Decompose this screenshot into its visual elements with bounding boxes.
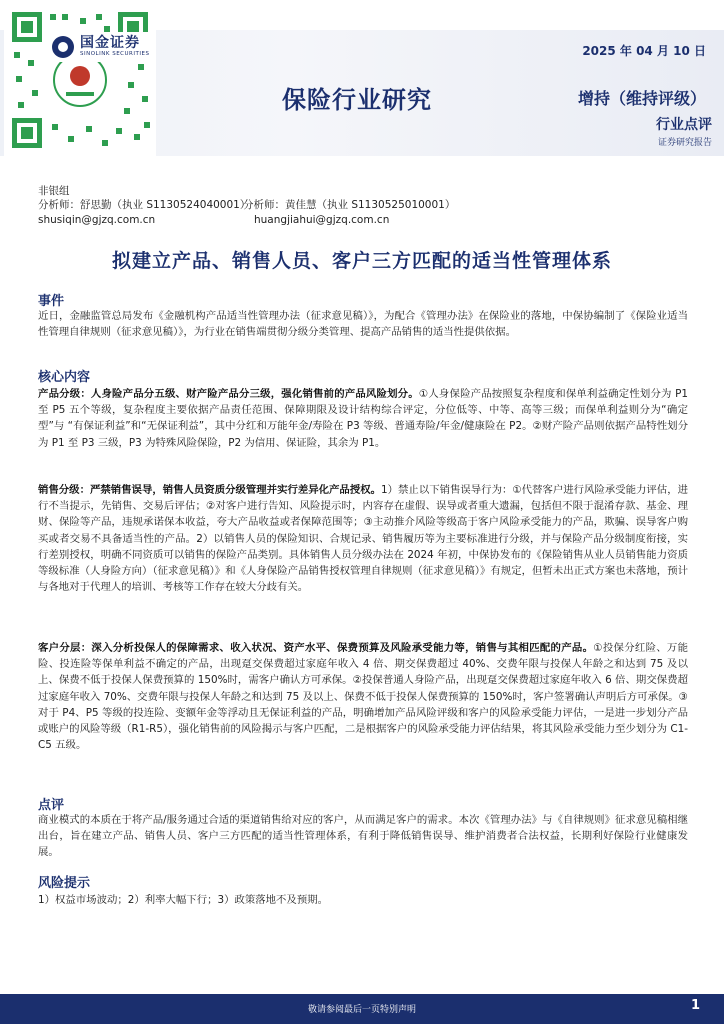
event-paragraph: 近日，金融监管总局发布《金融机构产品适当性管理办法（征求意见稿）》，为配合《管理办法》在保险业的落地，中保协编制了《保险业适当性管理自律规则（征求意见稿）》，为行业在销售端贯彻分级分类管理、提高产品销售的适当性提供依据。 [38, 310, 688, 339]
core-p3-heading: 客户分层：深入分析投保人的保障需求、收入状况、资产水平、保费预算及风险承受能力等，销售与其相匹配的产品。 [38, 642, 594, 654]
analyst-group: 非银组 [38, 185, 70, 197]
section-title-core: 核心内容 [38, 370, 91, 385]
core-p3-text: ①投保分红险、万能险、投连险等保单利益不确定的产品，出现趸交保费超过家庭年收入 4 倍、期交保费超过 40%、交费年限与投保人年龄之和达到 75 及以上、保费不低于投保人保费预算的 150%时，需客户确认方可承保。②投保普通人身险产品，出现趸交保费超过家庭年收入 6 倍、期交保费超过家庭年收入 70%、交费年限与投保人年龄之和达到 75 及以上、保费不低于投保人保费预算的 150%时，客户签署确认声明后方可承保。③对于 P4、P5 等级的投连险、变额年金等浮动且无保证利益的产品，明确增加产品风险评级和客户的风险承受能力评估，一是进一步划分产品或账户的风险等级（R1-R5），强化销售前的风险揭示与客户匹配，二是根据客户的风险承受能力评估结果，将其风险承受能力至少划分为 C1-C5 五级。 [38, 642, 688, 752]
brand-logo [48, 32, 153, 62]
core-paragraph-1 [38, 386, 688, 451]
analyst-2-email[interactable]: huangjiahui@gjzq.com.cn [254, 214, 390, 226]
footer-disclaimer[interactable]: 敬请参阅最后一页特别声明 [307, 1005, 416, 1015]
analyst-2: 分析师：黄佳慧（执业 S1130525010001） [243, 199, 456, 211]
section-title-risk: 风险提示 [38, 876, 91, 891]
report-type: 行业点评 [656, 117, 712, 133]
section-title-comment: 点评 [38, 798, 65, 813]
logo-mark-icon [52, 36, 74, 58]
analyst-emails [38, 214, 598, 226]
brand-name-cn: 国金证券 [80, 35, 140, 52]
qr-code-icon [4, 4, 156, 156]
main-title: 拟建立产品、销售人员、客户三方匹配的适当性管理体系 [111, 250, 612, 272]
report-title: 保险行业研究 [282, 86, 432, 114]
core-paragraph-2 [38, 482, 688, 595]
core-p1-heading: 产品分级：人身险产品分五级、财产险产品分三级，强化销售前的产品风险划分。 [38, 388, 419, 400]
report-header [0, 0, 724, 156]
core-p1-text: ①人身保险产品按照复杂程度和保单利益确定性划分为 P1 至 P5 五个等级，复杂程度主要依据产品责任范围、保障期限及设计结构综合评定，分位低等、中等、高等三级；而保单利益则分为“确定型”与 “有保证利益”和“无保证利益”，其中分红和万能年金/寿险在 P3 等级、普通寿险/年金/健康险在 P2。②财产险产品则依据产品特性划分为 P1 至 P3 三级，P3 为特殊风险保险，P2 为信用、保证险，其余为 P1。 [38, 388, 688, 449]
report-date: 2025 年 04 月 10 日 [582, 44, 706, 58]
analyst-1: 分析师：舒思勤（执业 S1130524040001） [38, 199, 251, 211]
section-title-event: 事件 [38, 294, 65, 309]
brand-name-en: SINOLINK SECURITIES [80, 51, 150, 58]
core-paragraph-3 [38, 640, 688, 753]
rating-badge: 增持（维持评级） [577, 89, 706, 108]
comment-paragraph: 商业模式的本质在于将产品/服务通过合适的渠道销售给对应的客户，从而满足客户的需求。本次《管理办法》与《自律规则》征求意见稿相继出台，旨在建立产品、销售人员、客户三方匹配的适当性管理体系，有利于降低销售误导、维护消费者合法权益，长期利好保险行业健康发展。 [38, 814, 688, 859]
core-p2-heading: 销售分级：严禁销售误导，销售人员资质分级管理并实行差异化产品授权。 [38, 484, 382, 496]
report-kind: 证券研究报告 [657, 138, 712, 148]
page-number: 1 [690, 998, 700, 1013]
analyst-1-email[interactable]: shusiqin@gjzq.com.cn [38, 214, 156, 226]
core-p2-text: 1）禁止以下销售误导行为：①代替客户进行风险承受能力评估，进行不当提示，先销售、交易后评估；②对客户进行告知、风险提示时，内容存在虚假、误导或者重大遗漏，包括但不限于混淆存款、基金、理财、保险等产品，违规承诺保本收益，夸大产品收益或者保障范围等；③主动推介风险等级高于客户风险承受能力的产品，欺骗、误导客户购买或者交易不具备适当性的产品。2）以销售人员的保险知识、合规记录、销售履历等为主要标准进行分级，并与保险产品分级制度衔接，实行差别授权，明确不同资质可以销售的保险产品类别。具体销售人员分级办法在 2024 年初，中保协发布的《保险销售从业人员销售能力资质等级标准（人身险方向）（征求意见稿）》和《人身保险产品销售授权管理自律规则（征求意见稿）》有规定，但暂未出正式方案也未落地，预计与各地对于代理人的培训、考核等工作存在较大分歧有关。 [38, 484, 688, 594]
risk-paragraph: 1）权益市场波动；2）利率大幅下行；3）政策落地不及预期。 [38, 894, 328, 906]
analyst-block [38, 184, 455, 212]
